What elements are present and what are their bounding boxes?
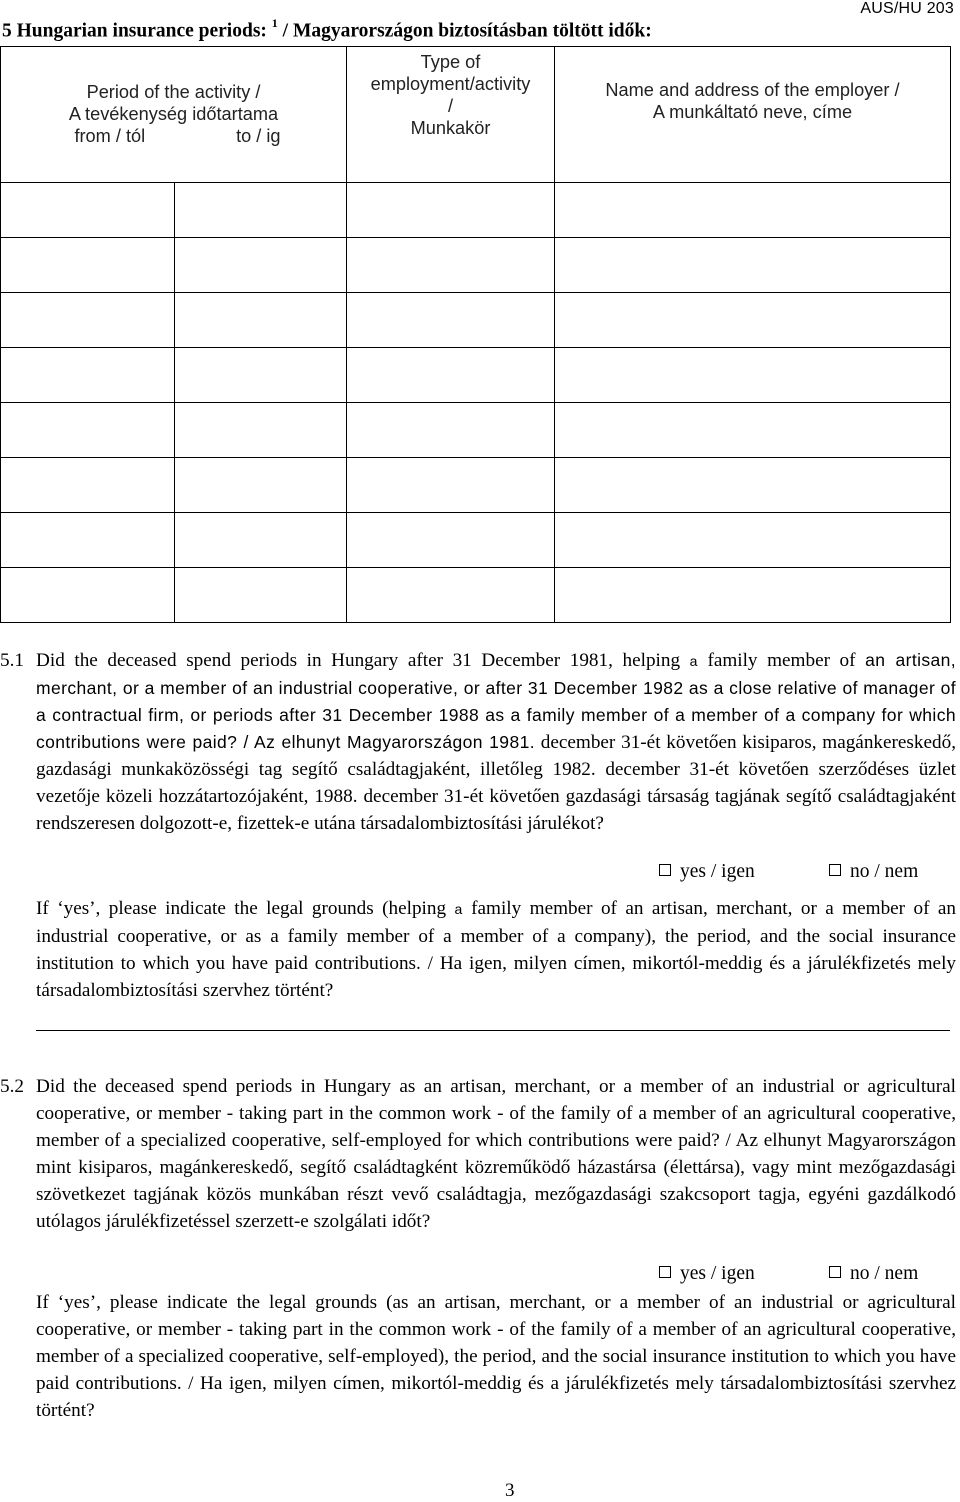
column-header-type <box>347 47 555 183</box>
employer-cell[interactable] <box>555 293 951 348</box>
no-label: no / nem <box>850 861 919 882</box>
type-cell[interactable] <box>347 238 555 293</box>
if-yes-5-2-text: If ‘yes’, please indicate the legal grounds (as an artisan, merchant, or a member of an industrial or agricultural cooperative, or member - taking part in the common work - of the family of a member of an agricultural cooperative, member of a specialized cooperative, self-employed), the period, and the social insurance institution to which you have paid contributions. / Ha igen, milyen címen, mikortól-meddig és a járulékfizetés mely társadalombiztosítási szervhez történt? <box>36 1292 956 1421</box>
type-cell[interactable] <box>347 568 555 623</box>
table-row <box>1 183 951 238</box>
yes-option-5-2[interactable] <box>659 1263 755 1285</box>
employer-cell[interactable] <box>555 348 951 403</box>
employer-cell[interactable] <box>555 403 951 458</box>
page-number: 3 <box>505 1480 515 1501</box>
type-cell[interactable] <box>347 458 555 513</box>
to-cell[interactable] <box>175 293 347 348</box>
footnote-ref: 1 <box>271 16 278 30</box>
from-cell[interactable] <box>1 348 175 403</box>
article: a <box>689 653 698 669</box>
to-cell[interactable] <box>175 348 347 403</box>
employer-cell[interactable] <box>555 183 951 238</box>
table-row <box>1 238 951 293</box>
type-header-line: Munkakör <box>410 118 491 138</box>
type-header-line: / <box>447 96 454 116</box>
question-5-1 <box>0 647 957 837</box>
from-cell[interactable] <box>1 238 175 293</box>
if-yes-5-1-b: family member of an artisan, merchant, or a member of an industrial cooperative, or as a family member of a member of a company), the period, and the social insurance institution to which you have paid contributions. / Ha igen, milyen címen, mikortól-meddig és a járulékfizetés mely társadalombiztosítási szervhez történt? <box>36 898 957 1001</box>
column-header-to: to / ig <box>236 126 281 146</box>
yes-option-5-1[interactable] <box>659 861 755 883</box>
table-row <box>1 403 951 458</box>
section-title <box>2 18 652 43</box>
employer-cell[interactable] <box>555 568 951 623</box>
table-row <box>1 458 951 513</box>
question-5-1-en-a: Did the deceased spend periods in Hungary after 31 December 1981, helping <box>36 650 681 671</box>
section-title-en: 5 Hungarian insurance periods: <box>2 20 267 42</box>
checkbox-icon[interactable] <box>659 864 671 876</box>
no-label: no / nem <box>850 1263 919 1284</box>
question-number: 5.2 <box>0 1076 24 1097</box>
no-option-5-1[interactable] <box>829 861 918 883</box>
to-cell[interactable] <box>175 513 347 568</box>
to-cell[interactable] <box>175 183 347 238</box>
employer-header-en: Name and address of the employer / <box>605 80 900 100</box>
if-yes-5-1-a: If ‘yes’, please indicate the legal grounds (helping <box>36 898 447 919</box>
document-code: AUS/HU 203 <box>860 0 954 17</box>
type-header-line: employment/activity <box>370 74 531 94</box>
from-cell[interactable] <box>1 513 175 568</box>
to-cell[interactable] <box>175 403 347 458</box>
question-5-1-hu: december 31-ét követően kisiparos, magánkereskedő, gazdasági munkaközösségi tag segítő családtagjaként, illetőleg 1982. december 31-ét követően szerződéses üzlet vezetője közeli hozzátartozójaként, 1988. december 31-ét követően gazdasági társaság tagjának segítő családtagjaként rendszeresen dolgozott-e, fizettek-e utána társadalombiztosítási járulékot? <box>36 732 956 834</box>
period-header-hu: A tevékenység időtartama <box>68 104 279 124</box>
from-cell[interactable] <box>1 458 175 513</box>
from-cell[interactable] <box>1 568 175 623</box>
type-header-line: Type of <box>420 52 481 72</box>
table-row <box>1 568 951 623</box>
if-yes-5-2 <box>36 1289 956 1424</box>
checkbox-icon[interactable] <box>659 1266 671 1278</box>
employer-header-hu: A munkáltató neve, címe <box>652 102 853 122</box>
if-yes-5-1 <box>36 895 956 1004</box>
yes-label: yes / igen <box>680 861 755 882</box>
checkbox-icon[interactable] <box>829 1266 841 1278</box>
question-5-1-en-rest: an artisan, merchant, or a member of an industrial cooperative, or after 31 December 1982 as a close relative of manager of a contractual firm, or periods after 31 December 1988 as a family member of a member of a company for which contributions were paid? / Az elhunyt Magyarországon 1981. <box>36 650 957 752</box>
employer-cell[interactable] <box>555 238 951 293</box>
employer-cell[interactable] <box>555 458 951 513</box>
section-title-hu: / Magyarországon biztosításban töltött idők: <box>277 20 652 42</box>
checkbox-icon[interactable] <box>829 864 841 876</box>
type-cell[interactable] <box>347 293 555 348</box>
question-5-2 <box>0 1073 956 1235</box>
no-option-5-2[interactable] <box>829 1263 918 1285</box>
to-cell[interactable] <box>175 458 347 513</box>
column-header-employer <box>555 47 951 183</box>
from-cell[interactable] <box>1 403 175 458</box>
from-cell[interactable] <box>1 183 175 238</box>
question-number: 5.1 <box>0 650 24 671</box>
type-cell[interactable] <box>347 183 555 238</box>
employer-cell[interactable] <box>555 513 951 568</box>
from-cell[interactable] <box>1 293 175 348</box>
insurance-periods-table <box>0 46 951 623</box>
answer-line[interactable] <box>36 1030 950 1031</box>
column-header-period <box>1 47 347 183</box>
table-row <box>1 293 951 348</box>
article: a <box>454 901 463 917</box>
to-cell[interactable] <box>175 238 347 293</box>
type-cell[interactable] <box>347 513 555 568</box>
period-header-en: Period of the activity / <box>86 82 261 102</box>
question-5-1-en-b: family member of <box>707 650 856 671</box>
table-row <box>1 348 951 403</box>
type-cell[interactable] <box>347 348 555 403</box>
question-5-2-text: Did the deceased spend periods in Hungary as an artisan, merchant, or a member of an industrial or agricultural cooperative, or member - taking part in the common work - of the family of a member of an agricultural cooperative, member of a specialized cooperative, self-employed for which contributions were paid? / Az elhunyt Magyarországon mint kisiparos, magánkereskedő, segítő családtagként közreműködő házastársa (élettársa), vagy mint mezőgazdasági szövetkezet tagjának közös munkában részt vevő családtagja, mezőgazdasági szakcsoport tagja, egyéni gazdálkodó utólagos járulékfizetéssel szerzett-e szolgálati időt? <box>36 1076 956 1232</box>
to-cell[interactable] <box>175 568 347 623</box>
type-cell[interactable] <box>347 403 555 458</box>
yes-label: yes / igen <box>680 1263 755 1284</box>
table-row <box>1 513 951 568</box>
column-header-from: from / tól <box>74 126 146 146</box>
